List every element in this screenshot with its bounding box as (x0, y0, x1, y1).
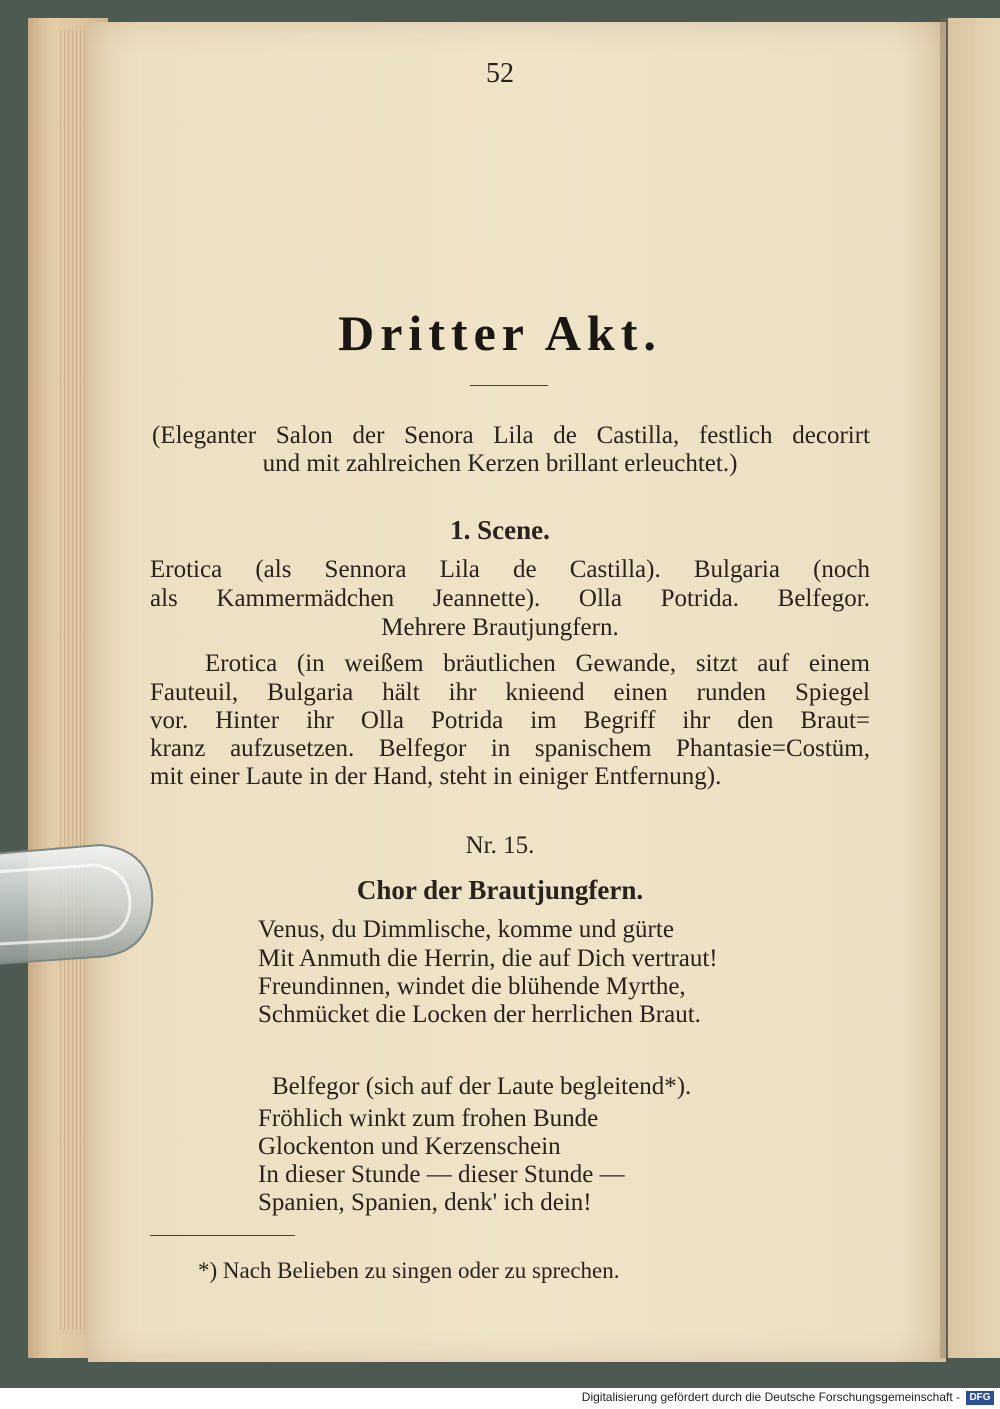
cast-line-2: als Kammermädchen Jeannette). Olla Potrida. Belfegor. (150, 585, 870, 612)
facing-page-edge (948, 18, 1000, 1358)
act-title: Dritter Akt. (338, 305, 662, 361)
chorus-line-4: Schmücket die Locken der herrlichen Braut. (258, 1001, 701, 1028)
cast-line-1: Erotica (als Sennora Lila de Castilla). Bulgaria (noch (150, 556, 870, 583)
description-line-2: Fauteuil, Bulgaria hält ihr knieend einen runden Spiegel (150, 679, 870, 706)
description-line-4: kranz aufzusetzen. Belfegor in spanischem Phantasie=Costüm, (150, 735, 870, 762)
paper-clip-holder (0, 815, 160, 975)
title-divider (470, 385, 548, 386)
chorus-line-3: Freundinnen, windet die blühende Myrthe, (258, 973, 686, 1000)
chorus-line-1: Venus, du Dimmlische, komme und gürte (258, 916, 674, 943)
scene-heading: 1. Scene. (450, 515, 550, 545)
footnote: *) Nach Belieben zu singen oder zu sprechen. (198, 1258, 620, 1283)
dfg-logo-icon: DFG (966, 1391, 994, 1405)
chorus-title: Chor der Brautjungfern. (356, 875, 644, 905)
belfegor-intro: Belfegor (sich auf der Laute begleitend*). (272, 1073, 692, 1100)
stage-direction-line-1: (Eleganter Salon der Senora Lila de Castilla, festlich decorirt (152, 422, 870, 449)
belfegor-line-3: In dieser Stunde — dieser Stunde — (258, 1161, 625, 1188)
number-heading: Nr. 15. (465, 832, 535, 859)
page-number: 52 (486, 58, 514, 89)
footnote-divider (150, 1235, 295, 1236)
belfegor-line-1: Fröhlich winkt zum frohen Bunde (258, 1105, 599, 1132)
description-line-5: mit einer Laute in der Hand, steht in einiger Entfernung). (150, 763, 722, 790)
description-line-1: Erotica (in weißem bräutlichen Gewande, sitzt auf einem (205, 650, 870, 677)
belfegor-line-4: Spanien, Spanien, denk' ich dein! (258, 1189, 592, 1216)
belfegor-line-2: Glockenton und Kerzenschein (258, 1133, 561, 1160)
footer-credit: Digitalisierung gefördert durch die Deutsche Forschungsgemeinschaft - (581, 1390, 960, 1404)
cast-line-3: Mehrere Brautjungfern. (381, 614, 619, 641)
stage-direction-line-2: und mit zahlreichen Kerzen brillant erleuchtet.) (262, 450, 738, 477)
footer-bar (0, 1388, 1000, 1409)
description-line-3: vor. Hinter ihr Olla Potrida im Begriff ihr den Braut= (150, 707, 870, 734)
chorus-line-2: Mit Anmuth die Herrin, die auf Dich vertraut! (258, 945, 718, 972)
